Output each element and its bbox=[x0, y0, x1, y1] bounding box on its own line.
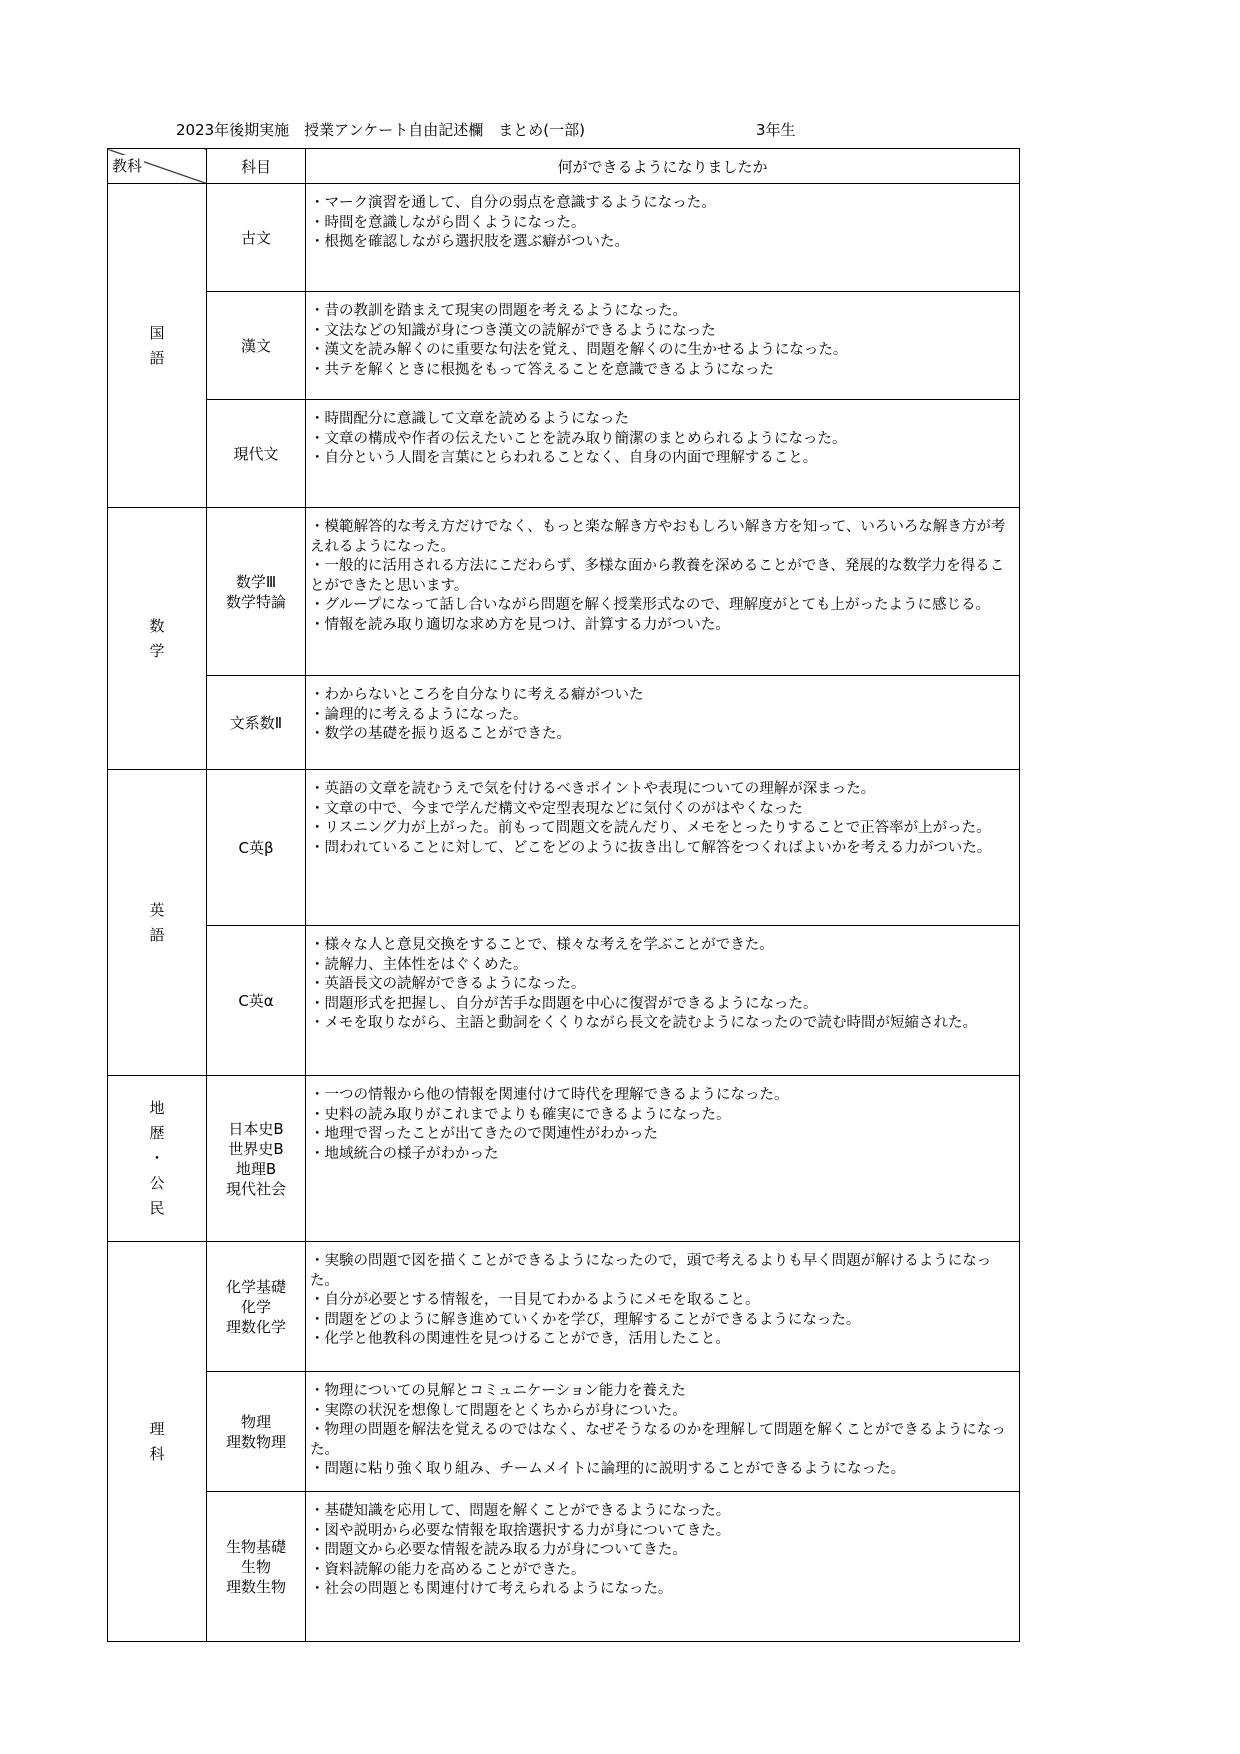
comment-line: ・英語の文章を読むうえで気を付けるべきポイントや表現についての理解が深まった。 bbox=[310, 781, 876, 797]
comment-line: ・社会の問題とも関連付けて考えられるようになった。 bbox=[310, 1581, 673, 1597]
comment-line: ・問われていることに対して、どこをどのように抜き出して解答をつくればよいかを考える力がついた。 bbox=[310, 839, 992, 856]
comment-line: ・根拠を確認しながら選択肢を選ぶ癖がついた。 bbox=[310, 234, 629, 250]
table-row bbox=[108, 508, 1020, 676]
comment-line: ・マーク演習を通して、自分の弱点を意識するようになった。 bbox=[310, 195, 716, 211]
comment-line: ・様々な人と意見交換をすることで、様々な考えを学ぶことができた。 bbox=[310, 937, 774, 953]
subject-cell bbox=[207, 184, 306, 292]
category-label: 数 bbox=[149, 616, 165, 635]
comment-line: ・地理で習ったことが出てきたので関連性がわかった bbox=[310, 1126, 658, 1142]
category-cell-rika bbox=[108, 1242, 207, 1642]
survey-table bbox=[107, 148, 1020, 1642]
subject-label: 世界史B bbox=[228, 1139, 284, 1158]
table-row bbox=[108, 1076, 1020, 1242]
category-column-header bbox=[108, 149, 207, 184]
subject-cell bbox=[207, 1372, 306, 1492]
comment-line: ・文章の中で、今まで学んだ構文や定型表現などに気付くのがはやくなった bbox=[310, 800, 803, 817]
comment-line: ・物理についての見解とコミュニケーション能力を養えた bbox=[310, 1383, 686, 1399]
subject-label: 理数生物 bbox=[225, 1577, 286, 1596]
subject-label: 生物基礎 bbox=[225, 1537, 286, 1556]
subject-label: 数学特論 bbox=[225, 592, 286, 611]
grade-label: 3年生 bbox=[756, 121, 796, 139]
category-label: 民 bbox=[149, 1199, 165, 1217]
subject-label: 化学 bbox=[240, 1297, 271, 1316]
comment-cell bbox=[306, 508, 1020, 676]
subject-label: 化学基礎 bbox=[225, 1277, 286, 1296]
subject-label: 数学Ⅲ bbox=[235, 572, 277, 591]
table-row bbox=[108, 926, 1020, 1076]
comment-line: ・自分が必要とする情報を，一目見てわかるようにメモを取ること。 bbox=[310, 1292, 760, 1308]
category-label: 科 bbox=[149, 1444, 165, 1463]
comment-line: ・一つの情報から他の情報を関連付けて時代を理解できるようになった。 bbox=[310, 1087, 789, 1103]
subject-cell bbox=[207, 926, 306, 1076]
comment-line: ・資料読解の能力を高めることができた。 bbox=[310, 1561, 586, 1578]
comment-line: ・英語長文の読解ができるようになった。 bbox=[310, 976, 586, 992]
comment-line: ・情報を読み取り適切な求め方を見つけ、計算する力がついた。 bbox=[310, 616, 730, 633]
comment-line: ・読解力、主体性をはぐくめた。 bbox=[310, 956, 528, 973]
category-label: 公 bbox=[149, 1174, 165, 1192]
category-label: 語 bbox=[149, 925, 165, 944]
category-label: 地 bbox=[149, 1099, 165, 1117]
comment-line: ・化学と他教科の関連性を見つけることができ，活用したこと。 bbox=[310, 1331, 730, 1347]
table-body bbox=[108, 184, 1020, 1642]
comment-cell bbox=[306, 292, 1020, 400]
subject-label: 現代文 bbox=[233, 444, 279, 463]
comment-line: ・リスニング力が上がった。前もって問題文を読んだり、メモをとったりすることで正答率が上がった。 bbox=[310, 820, 991, 836]
comment-line: ・メモを取りながら、主語と動詞をくくりながら長文を読むようになったので読む時間が短縮された。 bbox=[310, 1015, 977, 1031]
comment-line: ・時間を意識しながら問くようになった。 bbox=[310, 214, 586, 231]
comment-cell bbox=[306, 184, 1020, 292]
comment-line: ・問題に粘り強く取り組み、チームメイトに論理的に説明することができるようになった。 bbox=[310, 1461, 906, 1477]
comment-line: ・グループになって話し合いながら問題を解く授業形式なので、理解度がとても上がったように感じる。 bbox=[310, 597, 991, 613]
comment-line: ・問題形式を把握し、自分が苦手な問題を中心に復習ができるようになった。 bbox=[310, 995, 818, 1012]
header-row bbox=[108, 149, 1020, 184]
subject-label: 理数物理 bbox=[225, 1432, 286, 1451]
comment-line: ・図や説明から必要な情報を取捨選択する力が身についてきた。 bbox=[310, 1522, 731, 1539]
comment-cell bbox=[306, 1076, 1020, 1242]
subject-label: 漢文 bbox=[240, 336, 271, 355]
category-label: 歴 bbox=[149, 1124, 165, 1142]
category-label: ・ bbox=[149, 1149, 165, 1167]
category-cell-eigo bbox=[108, 770, 207, 1076]
category-label: 理 bbox=[149, 1419, 165, 1438]
category-cell-kokugo bbox=[108, 184, 207, 508]
subject-cell bbox=[207, 1242, 306, 1372]
comment-line: ・昔の教訓を踏まえて現実の問題を考えるようになった。 bbox=[310, 303, 687, 319]
comment-line: ・史料の読み取りがこれまでよりも確実にできるようになった。 bbox=[310, 1106, 731, 1123]
subject-label: 地理B bbox=[235, 1159, 277, 1178]
comment-cell bbox=[306, 770, 1020, 926]
subject-column-header: 科目 bbox=[207, 149, 306, 184]
comment-cell bbox=[306, 400, 1020, 508]
comment-line: ・自分という人間を言葉にとらわれることなく、自身の内面で理解すること。 bbox=[310, 450, 818, 466]
subject-cell bbox=[207, 292, 306, 400]
comment-line: ・地域統合の様子がわかった bbox=[310, 1145, 499, 1162]
comment-line: ・問題文から必要な情報を読み取る力が身についてきた。 bbox=[310, 1542, 687, 1558]
category-label: 語 bbox=[149, 348, 165, 367]
table-row bbox=[108, 292, 1020, 400]
subject-label: C英β bbox=[238, 838, 274, 857]
comment-line: ・文法などの知識が身につき漢文の読解ができるようになった bbox=[310, 322, 716, 339]
table-row bbox=[108, 1492, 1020, 1642]
comment-cell bbox=[306, 926, 1020, 1076]
table-row bbox=[108, 1372, 1020, 1492]
comment-line: ・実際の状況を想像して問題をとくちからが身についた。 bbox=[310, 1402, 687, 1419]
subject-cell bbox=[207, 1076, 306, 1242]
subject-label: 生物 bbox=[240, 1557, 271, 1576]
table-row bbox=[108, 770, 1020, 926]
subject-label: 現代社会 bbox=[225, 1179, 286, 1198]
subject-label: 日本史B bbox=[228, 1119, 284, 1138]
category-cell-chireki-komin bbox=[108, 1076, 207, 1242]
subject-label: 理数化学 bbox=[225, 1317, 286, 1336]
comment-column-header: 何ができるようになりましたか bbox=[306, 149, 1020, 184]
subject-label: C英α bbox=[238, 991, 274, 1010]
comment-line: ・基礎知識を応用して、問題を解くことができるようになった。 bbox=[310, 1503, 731, 1519]
category-label: 国 bbox=[149, 323, 165, 342]
category-label: 英 bbox=[149, 900, 165, 919]
subject-cell bbox=[207, 676, 306, 770]
comment-line: ・数学の基礎を振り返ることができた。 bbox=[310, 726, 571, 742]
category-label: 学 bbox=[149, 641, 165, 660]
subject-cell bbox=[207, 400, 306, 508]
comment-cell bbox=[306, 1492, 1020, 1642]
comment-line: ・論理的に考えるようになった。 bbox=[310, 706, 528, 723]
subject-label: 文系数Ⅱ bbox=[229, 713, 283, 732]
comment-line: ・文章の構成や作者の伝えたいことを読み取り簡潔のまとめられるようになった。 bbox=[310, 430, 847, 447]
comment-line: ・問題をどのように解き進めていくかを学び，理解することができるようになった。 bbox=[310, 1311, 861, 1328]
category-header-label: 教科 bbox=[112, 157, 143, 175]
table-row bbox=[108, 400, 1020, 508]
category-cell-sugaku bbox=[108, 508, 207, 770]
subject-cell bbox=[207, 1492, 306, 1642]
comment-line: ・わからないところを自分なりに考える癖がついた bbox=[310, 687, 644, 703]
document-title: 2023年後期実施 授業アンケート自由記述欄 まとめ(一部) bbox=[176, 121, 585, 139]
table-row bbox=[108, 184, 1020, 292]
comment-line: ・漢文を読み解くのに重要な句法を覚え、問題を解くのに生かせるようになった。 bbox=[310, 342, 848, 358]
subject-label: 物理 bbox=[240, 1412, 271, 1431]
comment-line: ・一般的に活用される方法にこだわらず、多様な面から教養を深めることができ、発展的な数学力を得ることができたと思います。 bbox=[310, 558, 1005, 594]
comment-cell bbox=[306, 676, 1020, 770]
comment-line: ・共テを解くときに根拠をもって答えることを意識できるようになった bbox=[310, 361, 774, 378]
subject-cell bbox=[207, 508, 306, 676]
subject-cell bbox=[207, 770, 306, 926]
subject-label: 古文 bbox=[240, 228, 271, 247]
comment-line: ・模範解答的な考え方だけでなく、もっと楽な解き方やおもしろい解き方を知って、いろいろな解き方が考えれるようになった。 bbox=[310, 519, 1006, 555]
table-row bbox=[108, 1242, 1020, 1372]
table-row bbox=[108, 676, 1020, 770]
comment-line: ・時間配分に意識して文章を読めるようになった bbox=[310, 411, 629, 427]
comment-cell bbox=[306, 1372, 1020, 1492]
comment-line: ・実験の問題で図を描くことができるようになったので，頭で考えるよりも早く問題が解けるようになった。 bbox=[310, 1253, 992, 1289]
comment-cell bbox=[306, 1242, 1020, 1372]
comment-line: ・物理の問題を解法を覚えるのではなく、なぜそうなるのかを理解して問題を解くことができるようになった。 bbox=[310, 1422, 1006, 1458]
